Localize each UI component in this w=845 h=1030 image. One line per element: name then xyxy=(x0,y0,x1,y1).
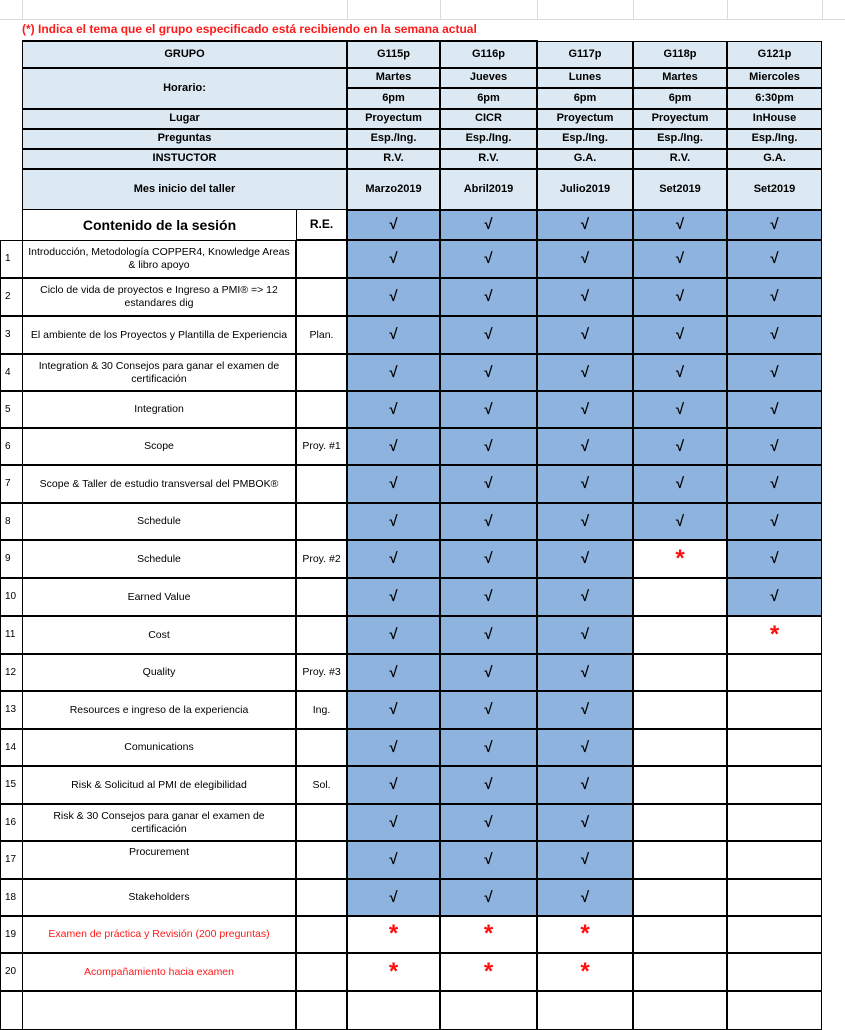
empty-cell xyxy=(633,616,727,654)
session-topic: Introducción, Metodología COPPER4, Knowledge Areas & libro apoyo xyxy=(22,240,296,278)
check-mark: √ xyxy=(347,391,440,428)
check-mark: √ xyxy=(537,841,633,879)
session-number: 20 xyxy=(0,953,23,991)
check-mark: √ xyxy=(633,240,727,278)
check-mark: √ xyxy=(727,465,822,503)
check-mark: √ xyxy=(440,354,537,391)
grid-line xyxy=(22,0,23,19)
check-mark: √ xyxy=(633,354,727,391)
check-mark: √ xyxy=(440,210,537,240)
check-mark: √ xyxy=(727,240,822,278)
session-number: 15 xyxy=(0,766,23,804)
empty-cell xyxy=(633,691,727,729)
session-topic: Stakeholders xyxy=(22,879,296,916)
check-mark: √ xyxy=(347,316,440,354)
group-instructor: G.A. xyxy=(537,149,633,169)
session-number: 9 xyxy=(0,540,23,578)
instructor-header-label: INSTUCTOR xyxy=(22,149,347,169)
current-week-marker: * xyxy=(440,953,537,991)
session-topic: Integration xyxy=(22,391,296,428)
check-mark: √ xyxy=(440,804,537,841)
check-mark: √ xyxy=(537,804,633,841)
session-re xyxy=(296,841,347,879)
session-number: 10 xyxy=(0,578,23,616)
check-mark: √ xyxy=(440,879,537,916)
empty-cell xyxy=(727,953,822,991)
group-code: G121p xyxy=(727,41,822,68)
check-mark: √ xyxy=(633,391,727,428)
group-instructor: G.A. xyxy=(727,149,822,169)
check-mark: √ xyxy=(633,428,727,465)
check-mark: √ xyxy=(440,578,537,616)
session-topic: Acompañamiento hacia examen xyxy=(22,953,296,991)
session-topic: Cost xyxy=(22,616,296,654)
check-mark: √ xyxy=(537,354,633,391)
check-mark: √ xyxy=(347,616,440,654)
check-mark: √ xyxy=(440,691,537,729)
session-re xyxy=(296,879,347,916)
check-mark: √ xyxy=(440,428,537,465)
session-number: 6 xyxy=(0,428,23,465)
empty-cell xyxy=(633,654,727,691)
session-topic: Risk & 30 Consejos para ganar el examen de certificación xyxy=(22,804,296,841)
check-mark: √ xyxy=(727,278,822,316)
session-re xyxy=(296,804,347,841)
check-mark: √ xyxy=(347,428,440,465)
check-mark: √ xyxy=(347,354,440,391)
group-instructor: R.V. xyxy=(440,149,537,169)
session-re: Proy. #2 xyxy=(296,540,347,578)
check-mark: √ xyxy=(537,316,633,354)
session-topic: Quality xyxy=(22,654,296,691)
session-topic: Risk & Solicitud al PMI de elegibilidad xyxy=(22,766,296,804)
check-mark: √ xyxy=(727,391,822,428)
session-topic: El ambiente de los Proyectos y Plantilla de Experiencia xyxy=(22,316,296,354)
group-time: 6pm xyxy=(440,88,537,109)
check-mark: √ xyxy=(537,766,633,804)
empty-cell xyxy=(537,991,633,1030)
check-mark: √ xyxy=(537,428,633,465)
check-mark: √ xyxy=(347,766,440,804)
session-re: Sol. xyxy=(296,766,347,804)
check-mark: √ xyxy=(727,428,822,465)
group-place: Proyectum xyxy=(537,109,633,129)
session-topic: Integration & 30 Consejos para ganar el examen de certificación xyxy=(22,354,296,391)
session-re: Ing. xyxy=(296,691,347,729)
grid-line xyxy=(633,0,634,19)
check-mark: √ xyxy=(537,540,633,578)
check-mark: √ xyxy=(440,540,537,578)
session-re xyxy=(296,391,347,428)
empty-cell xyxy=(727,841,822,879)
group-code: G117p xyxy=(537,41,633,68)
group-questions: Esp./Ing. xyxy=(347,129,440,149)
empty-cell xyxy=(727,766,822,804)
group-instructor: R.V. xyxy=(633,149,727,169)
empty-cell xyxy=(633,804,727,841)
session-number: 14 xyxy=(0,729,23,766)
empty-cell xyxy=(727,804,822,841)
check-mark: √ xyxy=(633,210,727,240)
check-mark: √ xyxy=(537,278,633,316)
group-questions: Esp./Ing. xyxy=(727,129,822,149)
group-time: 6:30pm xyxy=(727,88,822,109)
empty-cell xyxy=(440,991,537,1030)
session-topic: Resources e ingreso de la experiencia xyxy=(22,691,296,729)
check-mark: √ xyxy=(347,210,440,240)
check-mark: √ xyxy=(537,729,633,766)
re-header-label: R.E. xyxy=(296,210,347,240)
current-week-marker: * xyxy=(537,916,633,953)
grid-line xyxy=(537,0,538,19)
check-mark: √ xyxy=(537,503,633,540)
session-topic: Scope & Taller de estudio transversal del PMBOK® xyxy=(22,465,296,503)
legend-title: (*) Indica el tema que el grupo especificado está recibiendo en la semana actual xyxy=(22,19,538,41)
group-questions: Esp./Ing. xyxy=(537,129,633,149)
group-code: G115p xyxy=(347,41,440,68)
group-code: G118p xyxy=(633,41,727,68)
empty-cell xyxy=(633,991,727,1030)
session-number: 11 xyxy=(0,616,23,654)
check-mark: √ xyxy=(727,354,822,391)
empty-cell xyxy=(727,691,822,729)
session-topic: Scope xyxy=(22,428,296,465)
empty-cell xyxy=(633,729,727,766)
check-mark: √ xyxy=(440,391,537,428)
empty-cell xyxy=(633,953,727,991)
check-mark: √ xyxy=(727,578,822,616)
session-topic: Ciclo de vida de proyectos e Ingreso a PMI® => 12 estandares dig xyxy=(22,278,296,316)
session-number: 12 xyxy=(0,654,23,691)
check-mark: √ xyxy=(347,578,440,616)
current-week-marker: * xyxy=(347,953,440,991)
grupo-header-label: GRUPO xyxy=(22,41,347,68)
current-week-marker: * xyxy=(727,616,822,654)
check-mark: √ xyxy=(727,540,822,578)
group-day: Jueves xyxy=(440,68,537,88)
check-mark: √ xyxy=(347,465,440,503)
group-questions: Esp./Ing. xyxy=(440,129,537,149)
session-number: 4 xyxy=(0,354,23,391)
group-start-month: Abril2019 xyxy=(440,169,537,210)
session-number: 17 xyxy=(0,841,23,879)
session-number: 3 xyxy=(0,316,23,354)
empty-cell xyxy=(727,916,822,953)
session-re xyxy=(296,616,347,654)
empty-cell xyxy=(727,729,822,766)
group-day: Martes xyxy=(347,68,440,88)
group-time: 6pm xyxy=(537,88,633,109)
group-place: Proyectum xyxy=(633,109,727,129)
group-day: Miercoles xyxy=(727,68,822,88)
check-mark: √ xyxy=(440,729,537,766)
session-topic: Schedule xyxy=(22,540,296,578)
empty-cell xyxy=(727,991,822,1030)
group-code: G116p xyxy=(440,41,537,68)
check-mark: √ xyxy=(537,391,633,428)
session-re xyxy=(296,240,347,278)
horario-header-label: Horario: xyxy=(22,68,347,109)
session-re xyxy=(296,354,347,391)
check-mark: √ xyxy=(727,316,822,354)
check-mark: √ xyxy=(347,503,440,540)
session-number: 18 xyxy=(0,879,23,916)
group-start-month: Set2019 xyxy=(633,169,727,210)
session-topic: Schedule xyxy=(22,503,296,540)
session-re xyxy=(296,729,347,766)
check-mark: √ xyxy=(537,654,633,691)
check-mark: √ xyxy=(440,841,537,879)
session-topic: Earned Value xyxy=(22,578,296,616)
current-week-marker: * xyxy=(347,916,440,953)
group-instructor: R.V. xyxy=(347,149,440,169)
grid-line xyxy=(727,0,728,19)
session-re xyxy=(296,953,347,991)
empty-cell xyxy=(633,879,727,916)
check-mark: √ xyxy=(537,879,633,916)
empty-cell xyxy=(633,766,727,804)
current-week-marker: * xyxy=(440,916,537,953)
grid-line xyxy=(440,0,441,19)
session-topic: Comunications xyxy=(22,729,296,766)
check-mark: √ xyxy=(347,841,440,879)
check-mark: √ xyxy=(347,278,440,316)
check-mark: √ xyxy=(347,654,440,691)
check-mark: √ xyxy=(440,654,537,691)
group-place: InHouse xyxy=(727,109,822,129)
session-re xyxy=(296,578,347,616)
session-number: 2 xyxy=(0,278,23,316)
mes-inicio-header-label: Mes inicio del taller xyxy=(22,169,347,210)
check-mark: √ xyxy=(440,465,537,503)
empty-cell xyxy=(296,991,347,1030)
session-topic: Procurement xyxy=(22,841,296,879)
session-re xyxy=(296,503,347,540)
empty-cell xyxy=(633,841,727,879)
check-mark: √ xyxy=(347,540,440,578)
session-re: Proy. #1 xyxy=(296,428,347,465)
group-day: Martes xyxy=(633,68,727,88)
check-mark: √ xyxy=(440,766,537,804)
empty-cell xyxy=(633,916,727,953)
check-mark: √ xyxy=(440,616,537,654)
group-time: 6pm xyxy=(633,88,727,109)
group-place: Proyectum xyxy=(347,109,440,129)
check-mark: √ xyxy=(537,210,633,240)
session-number: 1 xyxy=(0,240,23,278)
current-week-marker: * xyxy=(537,953,633,991)
check-mark: √ xyxy=(537,578,633,616)
check-mark: √ xyxy=(633,503,727,540)
session-re xyxy=(296,916,347,953)
check-mark: √ xyxy=(440,240,537,278)
session-number: 8 xyxy=(0,503,23,540)
lugar-header-label: Lugar xyxy=(22,109,347,129)
group-place: CICR xyxy=(440,109,537,129)
empty-cell xyxy=(727,879,822,916)
check-mark: √ xyxy=(633,316,727,354)
check-mark: √ xyxy=(537,465,633,503)
session-re: Proy. #3 xyxy=(296,654,347,691)
check-mark: √ xyxy=(727,503,822,540)
check-mark: √ xyxy=(347,691,440,729)
check-mark: √ xyxy=(727,210,822,240)
check-mark: √ xyxy=(440,503,537,540)
current-week-marker: * xyxy=(633,540,727,578)
check-mark: √ xyxy=(347,729,440,766)
empty-cell xyxy=(727,654,822,691)
group-questions: Esp./Ing. xyxy=(633,129,727,149)
grid-line xyxy=(822,0,823,19)
check-mark: √ xyxy=(440,278,537,316)
check-mark: √ xyxy=(537,240,633,278)
check-mark: √ xyxy=(633,465,727,503)
content-header-label: Contenido de la sesión xyxy=(22,210,296,240)
check-mark: √ xyxy=(537,616,633,654)
group-start-month: Marzo2019 xyxy=(347,169,440,210)
preguntas-header-label: Preguntas xyxy=(22,129,347,149)
session-re: Plan. xyxy=(296,316,347,354)
empty-cell xyxy=(633,578,727,616)
session-re xyxy=(296,465,347,503)
check-mark: √ xyxy=(347,804,440,841)
group-start-month: Set2019 xyxy=(727,169,822,210)
session-number: 7 xyxy=(0,465,23,503)
session-number: 19 xyxy=(0,916,23,953)
empty-cell xyxy=(22,991,296,1030)
check-mark: √ xyxy=(347,240,440,278)
empty-cell xyxy=(0,991,23,1030)
group-start-month: Julio2019 xyxy=(537,169,633,210)
check-mark: √ xyxy=(347,879,440,916)
check-mark: √ xyxy=(537,691,633,729)
check-mark: √ xyxy=(440,316,537,354)
group-time: 6pm xyxy=(347,88,440,109)
session-re xyxy=(296,278,347,316)
grid-line xyxy=(347,0,348,19)
empty-cell xyxy=(347,991,440,1030)
session-number: 16 xyxy=(0,804,23,841)
group-day: Lunes xyxy=(537,68,633,88)
session-number: 5 xyxy=(0,391,23,428)
session-topic: Examen de práctica y Revisión (200 preguntas) xyxy=(22,916,296,953)
session-number: 13 xyxy=(0,691,23,729)
check-mark: √ xyxy=(633,278,727,316)
